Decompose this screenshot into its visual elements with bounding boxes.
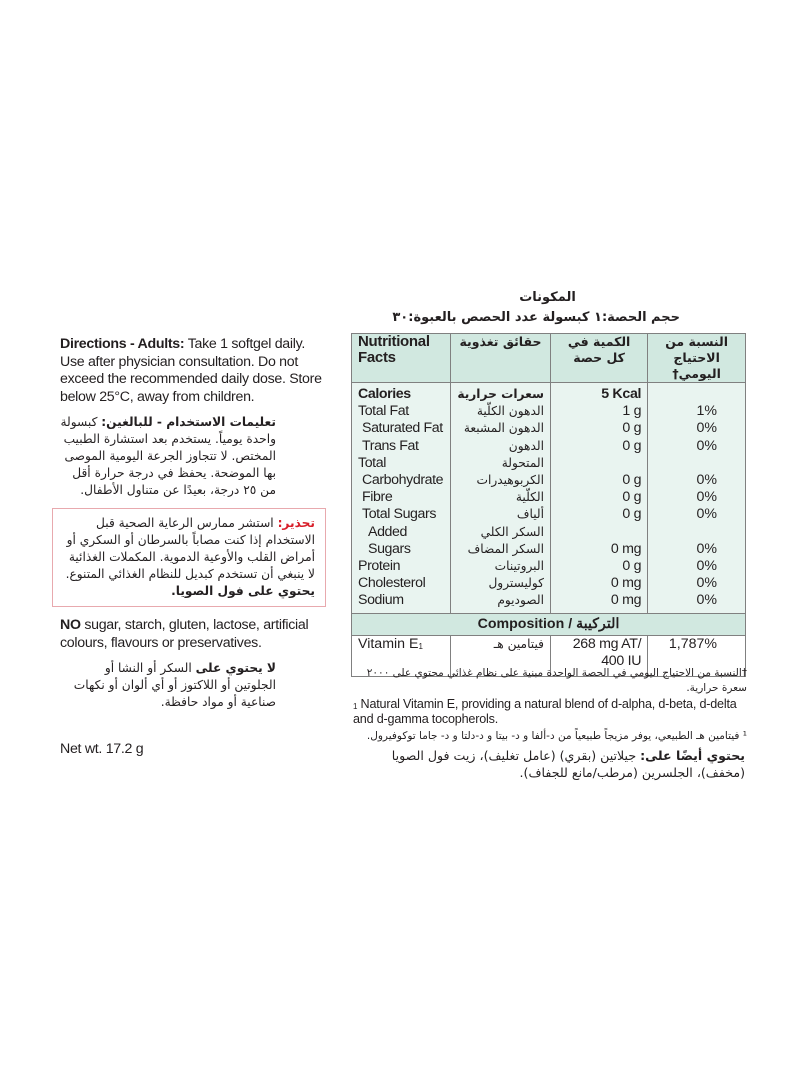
free-from-ar-label: لا يحتوي على: [195, 661, 276, 675]
nutrient-name-ar: ألياف: [516, 507, 544, 522]
nutrient-pct: [654, 386, 717, 403]
nutrient-amount: 0 g: [622, 506, 642, 523]
table-header-row: [352, 334, 746, 383]
directions-en-text: Take 1 softgel daily. Use after physician consultation. Do not exceed the recommended daily dose. Store below 25°C, away from children.: [60, 336, 322, 405]
vitamin-e-daily-value: 1,787%: [648, 636, 746, 677]
nutrient-amount: 0 mg: [610, 540, 642, 557]
nutrient-name: Cholesterol: [358, 575, 426, 592]
nutrient-name-ar: الدهون المشبعة: [463, 421, 544, 436]
serving-info-ar: حجم الحصة:١ كبسولة عدد الحصص بالعبوة:٣٠: [392, 310, 680, 325]
free-from-ar-text: السكر أو النشا أو الجلوتين أو اللاكتوز أو أي ألوان أو نكهات صناعية أو مواد حافظة.: [73, 661, 276, 709]
warning-text: استشر ممارس الرعاية الصحية قبل الاستخدام إذا كنت مصاباً بالسرطان أو السكري أو أمراض القلب والأوعية الدموية. المكملات الغذائية لا ينبغي أن تستخدم كبديل للنظام الغذائي المتنوع.: [65, 516, 315, 581]
footnote-marker: 1: [418, 642, 423, 652]
footnote-daily-value-ar: †النسبة من الاحتياج اليومي في الحصة الواحدة مبنية على نظام غذائي محتوي على ٢٠٠٠ سعرة حرارية.: [366, 667, 747, 694]
nutrient-name: Protein: [358, 557, 401, 574]
nutrient-name: Carbohydrate: [362, 471, 444, 488]
header-nutritional-facts-ar: حقائق تغذوية: [450, 334, 550, 383]
nutrient-name-ar: البروتينات: [494, 558, 544, 573]
nutrient-pct: 0%: [696, 592, 717, 609]
free-from-en-text: sugar, starch, gluten, lactose, artificial colours, flavours or preservatives.: [60, 617, 309, 651]
free-from-en-label: NO: [60, 617, 81, 633]
nutrient-names-ar: [450, 383, 550, 614]
composition-row: [352, 614, 746, 636]
nutrient-name-ar: سعرات حرارية: [457, 387, 544, 401]
free-from-en: [60, 617, 322, 652]
nutrient-name: Trans Fat: [362, 437, 419, 454]
directions-en-label: Directions - Adults:: [60, 336, 185, 352]
ingredients-title-ar: المكونات: [519, 290, 576, 305]
nutrient-name-ar: الصوديوم: [497, 593, 544, 608]
nutrient-amount: [557, 455, 641, 472]
warning-soy-notice: يحتوي على فول الصويا.: [171, 584, 315, 598]
nutrient-pct: 0%: [696, 437, 717, 454]
free-from-ar: [60, 660, 324, 711]
header-daily-value: النسبة من الاحتياج اليومي†: [648, 334, 746, 383]
nutrient-name: Total: [358, 454, 386, 471]
nutrient-amount: 0 mg: [610, 575, 642, 592]
footnote-vitamin-e-text: Natural Vitamin E, providing a natural blend of d-alpha, d-beta, d-delta and d-gamma tocopherols.: [353, 697, 737, 726]
vitamin-e-amount-mg: 268 mg AT/: [572, 636, 642, 653]
nutrient-names-en: [352, 383, 451, 614]
also-contains-ar: [350, 747, 745, 781]
warning-label: تحذير:: [277, 516, 315, 530]
nutrient-pct: [654, 524, 717, 541]
nutrient-pct: 1%: [696, 403, 717, 420]
directions-en: [60, 336, 322, 406]
nutrient-name: Sodium: [358, 592, 404, 609]
net-weight: Net wt. 17.2 g: [60, 741, 144, 757]
nutrient-name: Fibre: [362, 489, 393, 506]
nutrient-name: Total Fat: [358, 403, 409, 420]
nutrient-pct: 0%: [696, 471, 717, 488]
nutrition-facts-table: [351, 333, 746, 677]
nutrient-rows: [352, 383, 746, 614]
nutrient-pct: 0%: [696, 557, 717, 574]
nutrient-pct: 0%: [696, 540, 717, 557]
also-contains-text: جيلاتين (بقري) (عامل تغليف)، زيت فول الصويا (مخفف)، الجلسرين (مرطب/مانع للجفاف).: [391, 748, 745, 780]
nutrient-amount: 0 g: [622, 420, 642, 437]
nutrient-amount: 0 g: [622, 437, 642, 454]
nutrient-amount: 1 g: [622, 403, 642, 420]
nutrient-name-ar: الكربوهيدرات: [476, 472, 544, 487]
nutrient-name: Added: [368, 523, 408, 540]
nutrient-pct: 0%: [696, 506, 717, 523]
also-contains-label: يحتوي أيضًا على:: [640, 748, 745, 763]
directions-ar: [60, 414, 324, 499]
nutrient-pct: 0%: [696, 489, 717, 506]
composition-heading: Composition / التركيبة: [352, 614, 746, 636]
nutrient-name: Total Sugars: [362, 506, 437, 523]
vitamin-e-label: Vitamin E: [358, 636, 419, 653]
nutrient-name-ar: كوليسترول: [488, 576, 544, 591]
warning-box: [52, 508, 326, 607]
footnote-marker: 1: [353, 702, 358, 711]
nutrient-amount: 0 g: [622, 471, 642, 488]
nutrient-pct: [654, 455, 717, 472]
nutrient-daily-values: [648, 383, 746, 614]
footnote-vitamin-e-ar: ¹ فيتامين هـ الطبيعي، يوفر مزيجاً طبيعياً من د-ألفا و د- بيتا و د-دلتا و د- جاما توكوفيرول.: [366, 730, 747, 742]
left-column: [60, 336, 322, 711]
nutrient-name: Saturated Fat: [362, 420, 443, 437]
header-amount-per-serving: الكمية في كل حصة: [550, 334, 647, 383]
nutrient-name: Calories: [358, 386, 411, 402]
nutrient-amount: 0 g: [622, 557, 642, 574]
nutrient-amount: [557, 524, 641, 541]
nutrient-name: Sugars: [368, 540, 411, 557]
nutrient-name-ar: المتحولة: [501, 455, 544, 470]
directions-ar-text: كبسولة واحدة يومياً. يستخدم بعد استشارة الطبيب المختص. لا تتجاوز الجرعة اليومية الموصى بها الموضحة. يحفظ في درجة حرارة أقل من ٢٥ درجة، بعيدًا عن متناول الأطفال.: [60, 415, 276, 497]
nutrient-name-ar: الدهون: [508, 438, 544, 453]
nutrient-pct: 0%: [696, 575, 717, 592]
nutrient-amount: 0 mg: [610, 592, 642, 609]
vitamin-e-amount-iu: 400 IU: [601, 653, 642, 670]
nutrient-pct: 0%: [696, 420, 717, 437]
nutrient-name-ar: السكر المضاف: [467, 541, 544, 556]
header-nutritional-facts: Nutritional Facts: [352, 334, 451, 383]
nutrient-name-ar: السكر الكلي: [480, 524, 544, 539]
directions-ar-label: تعليمات الاستخدام - للبالغين:: [101, 415, 276, 429]
nutrient-amounts: [550, 383, 647, 614]
nutrient-name-ar: الكلّية: [515, 490, 544, 505]
nutrient-amount: 0 g: [622, 489, 642, 506]
nutrient-amount: 5 Kcal: [601, 386, 642, 402]
vitamin-e-name-ar: فيتامين هـ: [450, 636, 550, 677]
nutrient-name-ar: الدهون الكلّية: [476, 404, 544, 419]
footnote-vitamin-e-en: [353, 697, 748, 727]
